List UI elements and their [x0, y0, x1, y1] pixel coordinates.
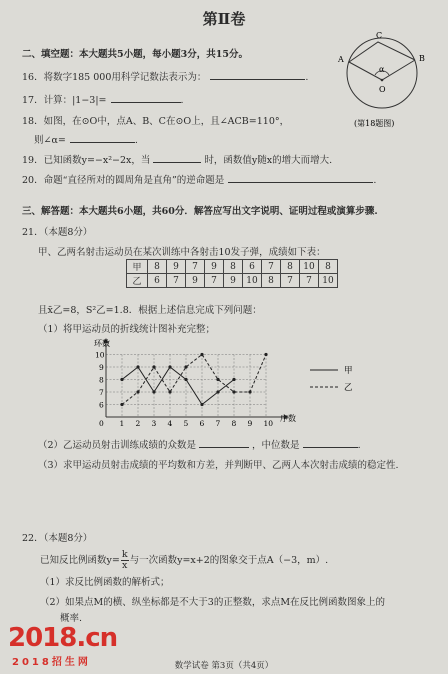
table-cell: 9: [186, 274, 205, 288]
table-cell: 9: [167, 260, 186, 274]
q22-part2: （2）如果点M的横、纵坐标都是不大于3的正整数，求点M在反比例函数图象上的: [40, 597, 386, 608]
q20-text: 20．命题“直径所对的圆周角是直角”的逆命题是: [22, 175, 225, 186]
series-jia-point: [136, 365, 139, 368]
table-cell: 7: [186, 260, 205, 274]
page-footer: 数学试卷 第3页（共4页）: [174, 661, 274, 671]
q21-part2-text-a: （2）乙运动员射击训练成绩的众数是: [38, 440, 197, 451]
q17-answer-blank[interactable]: [111, 92, 181, 103]
fraction-numerator: k: [121, 549, 128, 560]
q21-given: 且x̄乙=8，S²乙=1.8．根据上述信息完成下列问题：: [38, 305, 262, 316]
table-row-label: 乙: [127, 274, 148, 288]
series-jia-point: [216, 390, 219, 393]
q18-text: 则∠α=: [34, 135, 66, 146]
series-yi-point: [264, 353, 267, 356]
q18-line1: 18．如图，在⊙O中，点A、B、C在⊙O上，且∠ACB=110°，: [22, 116, 290, 127]
q18-answer-blank[interactable]: [70, 132, 135, 143]
q21-part3: （3）求甲运动员射击成绩的平均数和方差，并判断甲、乙两人本次射击成绩的稳定性.: [38, 460, 399, 471]
q21-part2-text-b: ，中位数是: [252, 440, 300, 451]
x-tick-label: 5: [183, 419, 189, 428]
series-jia-point: [232, 378, 235, 381]
chart-ticks: [95, 351, 273, 429]
q22-part1: （1）求反比例函数的解析式；: [40, 577, 170, 588]
watermark-logo: 2018.cn: [8, 623, 118, 653]
q18-line2: 则∠α= .: [34, 132, 138, 146]
section3-header: 三、解答题：本大题共6小题，共60分．解答应写出文字说明、证明过程或演算步骤.: [22, 206, 378, 217]
series-yi-point: [248, 390, 251, 393]
q22-intro: [40, 550, 328, 571]
y-tick-label: 8: [99, 375, 104, 385]
q19: [22, 152, 332, 166]
scores-table: [126, 259, 338, 288]
table-cell: 8: [224, 260, 243, 274]
label-a: A: [338, 55, 344, 64]
label-b: B: [419, 54, 425, 63]
center-dot: [381, 79, 384, 82]
y-tick-label: 6: [99, 400, 104, 410]
q22-number: 22．（本题8分）: [22, 533, 93, 544]
q20-answer-blank[interactable]: [228, 172, 373, 183]
q21-intro: 甲、乙两名射击运动员在某次训练中各射击10发子弹，成绩如下表：: [38, 247, 326, 258]
table-cell: 8: [319, 260, 338, 274]
table-cell: 7: [281, 274, 300, 288]
table-cell: 8: [281, 260, 300, 274]
table-cell: 8: [262, 274, 281, 288]
table-cell: 9: [205, 260, 224, 274]
q19-text: 19．已知函数y=−x²−2x，当: [22, 155, 151, 166]
table-row-label: 甲: [127, 260, 148, 274]
y-tick-label: 7: [99, 388, 104, 397]
watermark-subtitle: 2018招生网: [12, 657, 91, 668]
y-tick-label: 10: [95, 350, 105, 360]
series-yi-point: [152, 365, 155, 368]
q22-intro-a: 已知反比例函数y=: [40, 555, 120, 566]
chart-grid: [106, 355, 266, 418]
series-jia-line: [122, 367, 234, 405]
series-jia-point: [168, 365, 171, 368]
q16: 16．将数字185 000用科学记数法表示为： .: [22, 69, 308, 83]
q22-part2-cont: 概率.: [60, 613, 83, 624]
section2-header: 二、填空题：本大题共5小题，每小题3分，共15分。: [22, 49, 248, 60]
series-yi-point: [120, 403, 123, 406]
table-row-yi: [127, 274, 338, 288]
chords-ac-cb: [349, 42, 415, 62]
series-yi-point: [232, 390, 235, 393]
table-cell: 7: [167, 274, 186, 288]
x-tick-label: 6: [199, 419, 205, 428]
q21-part1: （1）将甲运动员的折线统计图补充完整；: [38, 324, 216, 335]
table-cell: 10: [319, 274, 338, 288]
y-tick-label: 9: [99, 363, 104, 372]
series-jia-point: [200, 403, 203, 406]
series-yi-point: [168, 390, 171, 393]
x-tick-label: 4: [167, 419, 173, 428]
origin-label: 0: [99, 419, 104, 428]
series-yi-point: [136, 390, 139, 393]
legend-label: 甲: [344, 366, 353, 376]
series-yi-point: [200, 353, 203, 356]
table-cell: 6: [243, 260, 262, 274]
mode-answer-blank[interactable]: [199, 437, 249, 448]
figure-caption: (第18题图): [354, 119, 395, 128]
chart-axes: [104, 338, 290, 420]
series-jia-point: [152, 390, 155, 393]
line-chart: [70, 337, 370, 437]
x-tick-label: 3: [151, 419, 157, 428]
chart-legend: [310, 366, 353, 393]
series-jia-point: [120, 378, 123, 381]
table-cell: 10: [300, 260, 319, 274]
q16-text: 16．将数字185 000用科学记数法表示为：: [22, 72, 207, 83]
table-cell: 6: [148, 274, 167, 288]
series-jia-point: [184, 378, 187, 381]
series-yi-point: [216, 378, 219, 381]
table-cell: 7: [300, 274, 319, 288]
x-tick-label: 1: [119, 419, 125, 428]
table-row-jia: [127, 260, 338, 274]
table-cell: 10: [243, 274, 262, 288]
x-tick-label: 9: [247, 419, 253, 428]
table-cell: 7: [205, 274, 224, 288]
x-tick-label: 10: [263, 419, 274, 428]
x-axis-label: 序数: [280, 414, 296, 423]
q19-answer-blank[interactable]: [153, 152, 201, 163]
legend-label: 乙: [344, 383, 353, 393]
q19-end: 时，函数值y随x的增大而增大.: [204, 155, 333, 166]
q17-text: 17．计算：|1−3|=: [22, 95, 107, 106]
fraction-denominator: x: [122, 560, 128, 571]
q22-intro-b: 与一次函数y=x+2的图象交于点A（−3，m）.: [129, 555, 329, 566]
q21-number: 21．（本题8分）: [22, 227, 93, 238]
label-alpha: α: [379, 65, 385, 74]
table-cell: 9: [224, 274, 243, 288]
table-cell: 8: [148, 260, 167, 274]
table-cell: 7: [262, 260, 281, 274]
label-o: O: [379, 85, 386, 94]
x-tick-label: 8: [231, 419, 237, 428]
x-tick-label: 7: [215, 419, 221, 428]
q21-part2: （2）乙运动员射击训练成绩的众数是 ，中位数是 .: [38, 437, 361, 451]
y-axis-label: 环数: [94, 339, 110, 348]
label-c: C: [376, 31, 383, 40]
q20: 20．命题“直径所对的圆周角是直角”的逆命题是 .: [22, 172, 376, 186]
q17: 17．计算：|1−3|= .: [22, 92, 184, 106]
q16-answer-blank[interactable]: [210, 69, 305, 80]
fraction-k-over-x: [121, 550, 129, 571]
q18-figure: [332, 28, 432, 138]
page-title: 第Ⅱ卷: [202, 10, 246, 28]
series-yi-point: [184, 365, 187, 368]
x-tick-label: 2: [135, 419, 141, 428]
median-answer-blank[interactable]: [303, 437, 358, 448]
